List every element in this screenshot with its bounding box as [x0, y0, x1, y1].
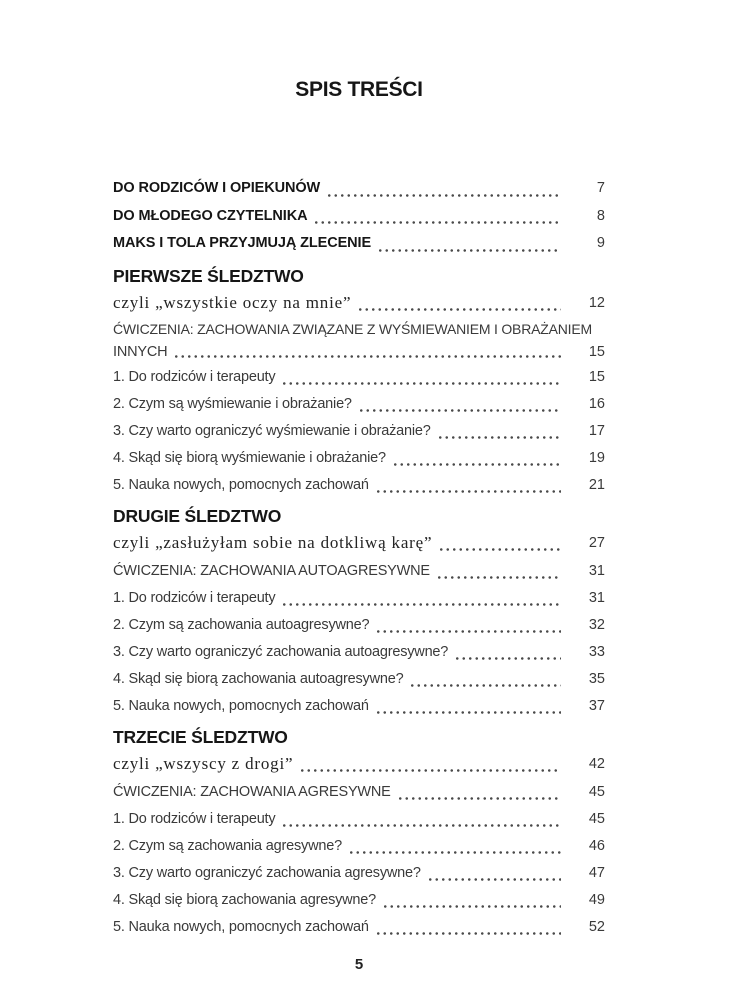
toc-item-label: 2. Czym są zachowania autoagresywne?	[113, 616, 370, 633]
toc-entry-page: 8	[596, 207, 605, 224]
toc-item-page: 35	[588, 670, 605, 687]
dot-leader	[357, 288, 561, 311]
toc-item-page: 52	[588, 919, 605, 935]
toc-item	[113, 860, 605, 887]
toc-item	[113, 666, 605, 693]
section-subtitle: czyli „zasłużyłam sobie na dotkliwą karę”	[113, 532, 433, 552]
toc-section-drugie-sledztwo	[113, 505, 605, 720]
toc-item	[113, 364, 605, 391]
exercises-heading-row	[113, 779, 605, 806]
toc-content	[113, 78, 605, 975]
toc-item-label: 5. Nauka nowych, pomocnych zachowań	[113, 919, 369, 935]
toc-item-label: 2. Czym są wyśmiewanie i obrażanie?	[113, 395, 352, 412]
exercises-heading-line1: ĆWICZENIA: ZACHOWANIA ZWIĄZANE Z WYŚMIEWANIEM I OBRAŻANIEM	[113, 320, 592, 337]
dot-leader	[348, 833, 561, 854]
toc-entry-page: 7	[596, 180, 605, 196]
toc-item-page: 33	[588, 643, 605, 660]
toc-item	[113, 391, 605, 418]
footer-page-number: 5	[354, 956, 364, 973]
toc-item-label: 3. Czy warto ograniczyć zachowania autoagresywne?	[113, 643, 449, 660]
toc-item	[113, 833, 605, 860]
dot-leader	[409, 666, 561, 687]
toc-entry-label: MAKS I TOLA PRZYJMUJĄ ZLECENIE	[113, 235, 372, 251]
dot-leader	[299, 749, 561, 772]
dot-leader	[382, 887, 561, 908]
toc-item-page: 17	[588, 422, 605, 439]
toc-item	[113, 693, 605, 720]
dot-leader	[173, 341, 561, 358]
exercises-heading-line2-row	[113, 341, 605, 364]
dot-leader	[427, 860, 561, 881]
section-subtitle-row	[113, 528, 605, 558]
toc-item-page: 45	[588, 811, 605, 827]
exercises-page: 45	[588, 784, 605, 800]
toc-item-page: 15	[588, 368, 605, 385]
toc-item	[113, 887, 605, 914]
toc-item-page: 32	[588, 616, 605, 633]
toc-item-page: 37	[588, 697, 605, 714]
toc-entry	[113, 203, 605, 231]
toc-item	[113, 914, 605, 941]
section-subtitle-page: 42	[588, 756, 605, 772]
toc-item-label: 2. Czym są zachowania agresywne?	[113, 838, 342, 854]
toc-item-label: 1. Do rodziców i terapeuty	[113, 811, 276, 827]
dot-leader	[375, 914, 561, 935]
dot-leader	[326, 175, 561, 197]
toc-item-label: 1. Do rodziców i terapeuty	[113, 589, 276, 606]
dot-leader	[375, 693, 561, 714]
dot-leader	[454, 639, 561, 660]
dot-leader	[397, 779, 561, 800]
section-heading: DRUGIE ŚLEDZTWO	[113, 505, 282, 526]
toc-item-label: 3. Czy warto ograniczyć wyśmiewanie i obrażanie?	[113, 422, 431, 439]
dot-leader	[392, 445, 561, 466]
toc-item-label: 4. Skąd się biorą zachowania agresywne?	[113, 892, 377, 908]
toc-item-page: 19	[588, 449, 605, 466]
dot-leader	[375, 472, 561, 493]
section-subtitle-page: 12	[588, 294, 605, 311]
dot-leader	[377, 230, 561, 252]
toc-entry	[113, 230, 605, 258]
toc-item-label: 5. Nauka nowych, pomocnych zachowań	[113, 476, 369, 493]
toc-item-page: 16	[588, 395, 605, 412]
toc-item	[113, 472, 605, 499]
toc-item-page: 49	[588, 892, 605, 908]
dot-leader	[281, 585, 561, 606]
section-subtitle-page: 27	[588, 534, 605, 551]
exercises-heading: ĆWICZENIA: ZACHOWANIA AUTOAGRESYWNE	[113, 562, 430, 579]
toc-section-trzecie-sledztwo	[113, 726, 605, 941]
exercises-heading-row	[113, 558, 605, 585]
toc-item-label: 4. Skąd się biorą wyśmiewanie i obrażanie?	[113, 449, 386, 466]
toc-entry-label: DO RODZICÓW I OPIEKUNÓW	[113, 180, 321, 196]
exercises-heading-line2: INNYCH	[113, 343, 168, 360]
toc-item	[113, 445, 605, 472]
toc-item-page: 47	[588, 865, 605, 881]
toc-item-label: 4. Skąd się biorą zachowania autoagresywne?	[113, 670, 404, 687]
dot-leader	[437, 418, 561, 439]
toc-item	[113, 612, 605, 639]
dot-leader	[281, 364, 561, 385]
toc-item	[113, 639, 605, 666]
dot-leader	[358, 391, 561, 412]
toc-entry-label: DO MŁODEGO CZYTELNIKA	[113, 207, 308, 224]
toc-front-entries	[113, 175, 605, 258]
toc-item-label: 1. Do rodziców i terapeuty	[113, 368, 276, 385]
toc-item-page: 31	[588, 589, 605, 606]
toc-item-label: 3. Czy warto ograniczyć zachowania agresywne?	[113, 865, 421, 881]
section-subtitle-row	[113, 749, 605, 779]
exercises-page: 31	[588, 562, 605, 579]
dot-leader	[281, 806, 561, 827]
toc-item-page: 21	[588, 476, 605, 493]
exercises-page: 15	[588, 343, 605, 360]
section-subtitle: czyli „wszystkie oczy na mnie”	[113, 292, 352, 312]
section-subtitle-row	[113, 288, 605, 318]
page-title: SPIS TREŚCI	[295, 78, 423, 101]
toc-entry	[113, 175, 605, 203]
dot-leader	[438, 528, 561, 551]
dot-leader	[436, 558, 561, 579]
toc-item	[113, 585, 605, 612]
exercises-heading: ĆWICZENIA: ZACHOWANIA AGRESYWNE	[113, 784, 391, 800]
dot-leader	[313, 203, 561, 225]
section-subtitle: czyli „wszyscy z drogi”	[113, 754, 294, 773]
section-heading: PIERWSZE ŚLEDZTWO	[113, 265, 304, 286]
toc-entry-page: 9	[596, 235, 605, 251]
toc-section-pierwsze-sledztwo	[113, 265, 605, 499]
toc-item	[113, 418, 605, 445]
dot-leader	[375, 612, 561, 633]
toc-item-label: 5. Nauka nowych, pomocnych zachowań	[113, 697, 369, 714]
toc-item-page: 46	[588, 838, 605, 854]
toc-item	[113, 806, 605, 833]
section-heading: TRZECIE ŚLEDZTWO	[113, 727, 288, 747]
